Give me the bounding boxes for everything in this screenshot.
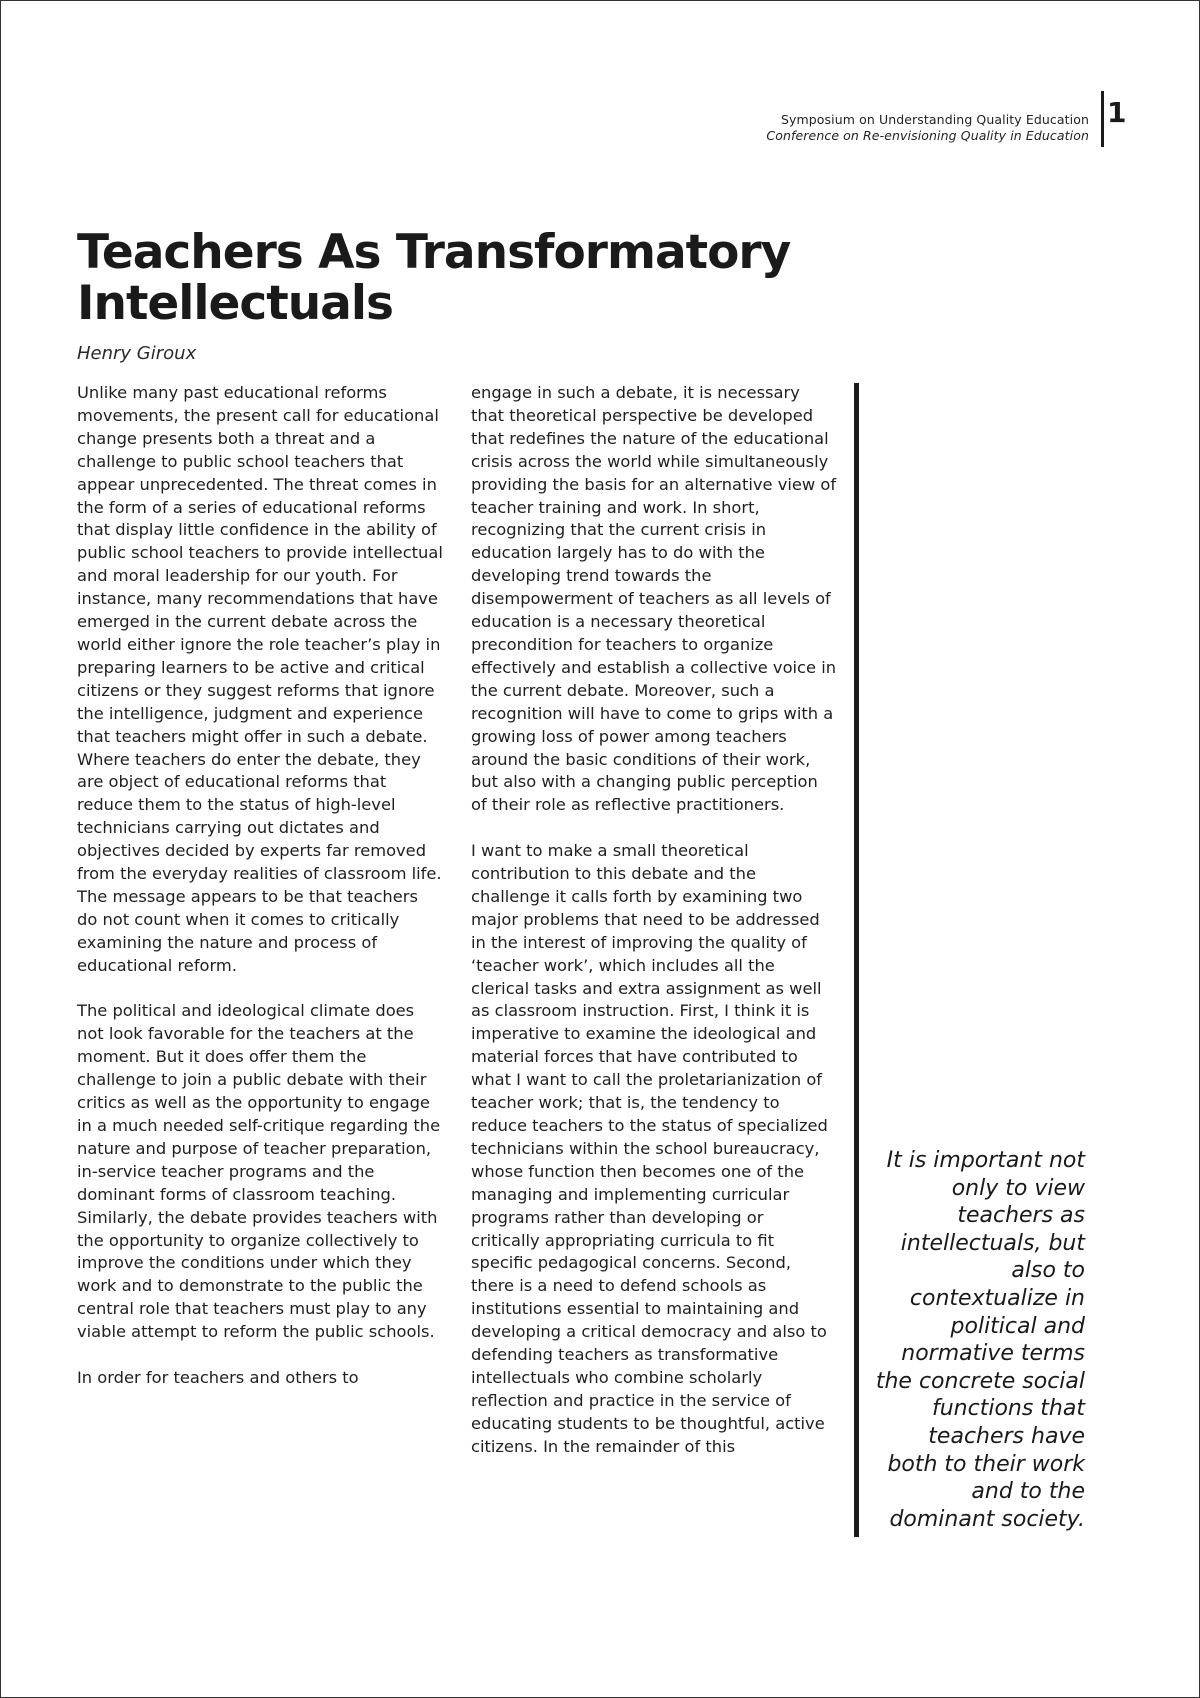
header-divider [1101,91,1104,147]
paragraph: Unlike many past educational reforms movements, the present call for educational change presents both a threat and a challenge to public school teachers that appear unprecedented. The threat comes in the form of a series of educational reforms that display little confidence in the ability of public school teachers to provide intellectual and moral leadership for our youth. For instance, many recommendations that have emerged in the current debate across the world either ignore the role teacher’s play in preparing learners to be active and critical citizens or they suggest reforms that ignore the intelligence, judgment and experience that teachers might offer in such a debate. Where teachers do enter the debate, they are object of educational reforms that reduce them to the status of high-level technicians carrying out dictates and objectives decided by experts far removed from the everyday realities of classroom life. The message appears to be that teachers do not count when it comes to critically examining the nature and process of educational reform. [77,383,443,975]
conference-title: Conference on Re-envisioning Quality in Education [766,128,1089,143]
paragraph: The political and ideological climate does not look favorable for the teachers at the moment. But it does offer them the challenge to join a public debate with their critics as well as the opportunity to engage in a much needed self-critique regarding the nature and purpose of teacher preparation, in-service teacher programs and the dominant forms of classroom teaching. Similarly, the debate provides teachers with the opportunity to organize collectively to improve the conditions under which they work and to demonstrate to the public the central role that teachers must play to any viable attempt to reform the public schools. [77,1001,441,1342]
paragraph: engage in such a debate, it is necessary that theoretical perspective be developed that redefines the nature of the educational crisis across the world while simultaneously providing the basis for an alternative view of teacher training and work. In short, recognizing that the current crisis in education largely has to do with the developing trend towards the disempowerment of teachers as all levels of education is a necessary theoretical precondition for teachers to organize effectively and establish a collective voice in the current debate. Moreover, such a recognition will have to come to grips with a growing loss of power among teachers around the basic conditions of their work, but also with a changing public perception of their role as reflective practitioners. [471,383,837,815]
article-author: Henry Giroux [77,343,197,364]
article-title: Teachers As Transformatory Intellectuals [77,225,791,331]
running-header [766,112,1089,144]
pull-quote: It is important not only to view teachers as intellectuals, but also to contextualize in political and normative terms the concrete social functions that teachers have both to their work and to the dominant society. [875,1148,1085,1532]
paragraph: I want to make a small theoretical contribution to this debate and the challenge it calls forth by examining two major problems that need to be addressed in the interest of improving the quality of ‘teacher work’, which includes all the clerical tasks and extra assignment as well as classroom instruction. First, I think it is imperative to examine the ideological and material forces that have contributed to what I want to call the proletarianization of teacher work; that is, the tendency to reduce teachers to the status of specialized technicians within the school bureaucracy, whose function then becomes one of the managing and implementing curricular programs rather than developing or critically appropriating curricula to fit specific pedagogical concerns. Second, there is a need to defend schools as institutions essential to maintaining and developing a critical democracy and also to defending teachers as transformative intellectuals who combine scholarly reflection and practice in the service of educating students to be thoughtful, active citizens. In the remainder of this [471,841,828,1456]
symposium-title: Symposium on Understanding Quality Education [780,112,1089,127]
body-column-right [471,382,837,1459]
body-column-left [77,382,443,1390]
paragraph: In order for teachers and others to [77,1367,359,1387]
page-number: 1 [1107,96,1127,129]
pull-quote-divider [854,383,859,1537]
